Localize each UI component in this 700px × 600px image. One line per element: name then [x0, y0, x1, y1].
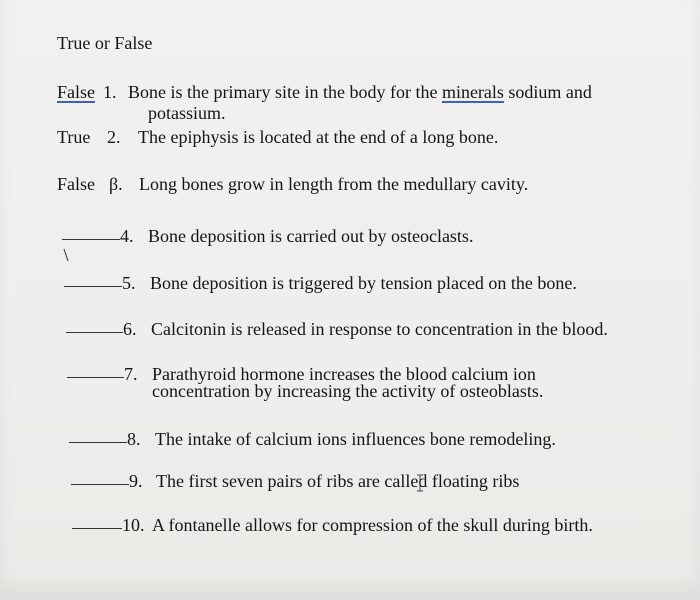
answer-blank-4: [62, 222, 120, 242]
question-text-1-continuation: potassium.: [148, 103, 226, 123]
question-1: [57, 82, 592, 102]
question-number-10: 10.: [122, 515, 145, 535]
question-text-8: The intake of calcium ions influences bone remodeling.: [155, 429, 556, 449]
question-text-9: The first seven pairs of ribs are called floating ribs: [156, 471, 520, 491]
question-text-1-part-b: sodium and: [503, 82, 592, 102]
answer-blank-5: [64, 269, 122, 289]
question-5: [64, 269, 577, 293]
pencil-tick-mark: [63, 248, 69, 262]
question-8: [69, 425, 556, 449]
question-text-2: The epiphysis is located at the end of a long bone.: [138, 127, 499, 147]
question-text-5: Bone deposition is triggered by tension placed on the bone.: [150, 273, 577, 293]
question-number-3: β.: [109, 174, 123, 194]
question-number-4: 4.: [120, 226, 134, 246]
question-10: [72, 511, 593, 535]
question-number-9: 9.: [129, 471, 143, 491]
answer-blank-9: [71, 467, 129, 487]
question-text-10: A fontanelle allows for compression of the skull during birth.: [152, 515, 593, 535]
question-text-4: Bone deposition is carried out by osteoclasts.: [148, 226, 474, 246]
question-number-2: 2.: [107, 127, 121, 147]
question-number-6: 6.: [123, 319, 137, 339]
answer-blank-10: [72, 511, 122, 531]
answer-blank-7: [67, 360, 124, 380]
answer-1: False: [57, 82, 95, 102]
answer-blank-6: [66, 315, 123, 335]
question-text-1-part-a: Bone is the primary site in the body for the: [128, 82, 442, 102]
worksheet-title: True or False: [57, 33, 153, 53]
question-6: [66, 315, 608, 339]
text-cursor-icon: [416, 474, 424, 492]
question-3: [57, 174, 528, 194]
question-text-3: Long bones grow in length from the medullary cavity.: [139, 174, 529, 194]
question-text-7-continuation: concentration by increasing the activity of osteoblasts.: [152, 381, 544, 401]
question-number-7: 7.: [124, 364, 138, 384]
question-number-1: 1.: [103, 82, 117, 102]
question-number-8: 8.: [127, 429, 141, 449]
question-9: [71, 467, 519, 491]
answer-blank-8: [69, 425, 127, 445]
answer-3: False: [57, 174, 95, 194]
answer-2: True: [57, 127, 91, 147]
question-text-7: Parathyroid hormone increases the blood calcium ion: [152, 364, 536, 384]
question-number-5: 5.: [122, 273, 136, 293]
question-4: [62, 222, 473, 246]
question-text-6: Calcitonin is released in response to concentration in the blood.: [151, 319, 608, 339]
question-2: [57, 127, 498, 147]
question-text-1-underlined: minerals: [441, 82, 504, 102]
